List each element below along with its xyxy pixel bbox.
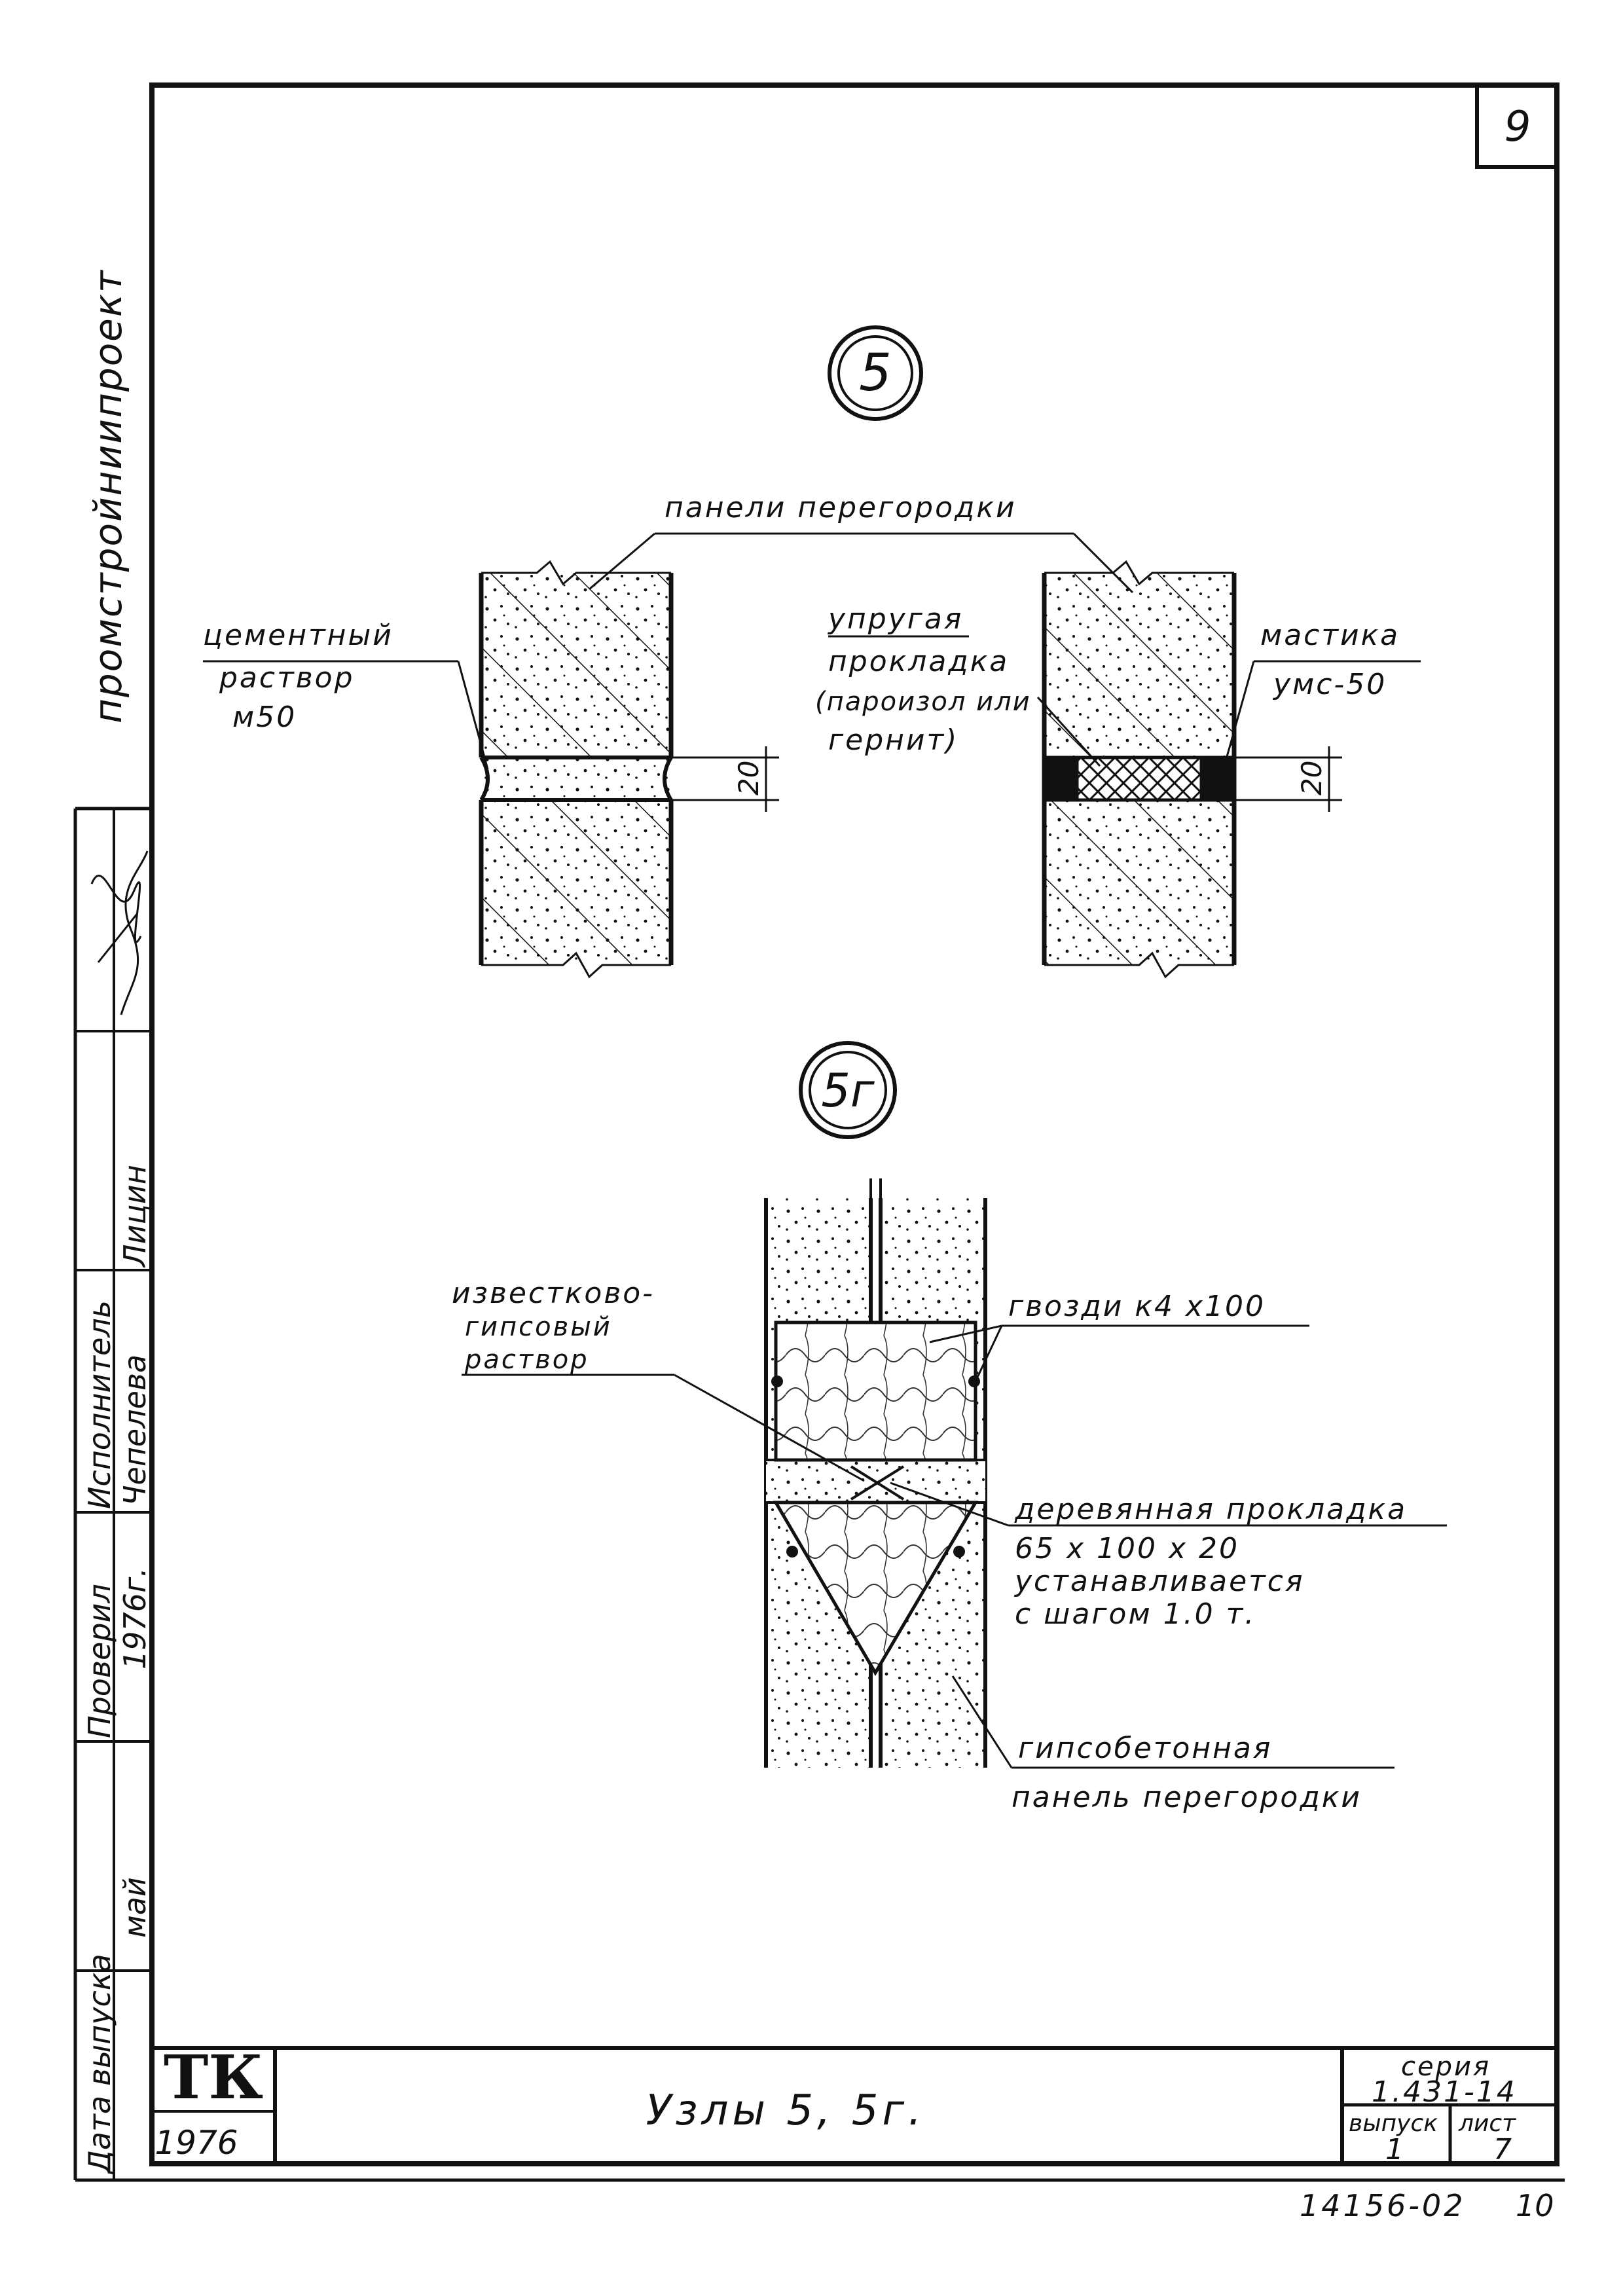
svg-text:с шагом 1.0 т.: с шагом 1.0 т.: [1015, 1597, 1256, 1631]
svg-text:раствор: раствор: [465, 1345, 589, 1375]
logo-year: 1976: [155, 2124, 238, 2162]
gypsum-panel-callout: [953, 1676, 1395, 1814]
svg-text:раствор: раствор: [219, 661, 355, 695]
sheet-value: 7: [1493, 2133, 1512, 2166]
checked-label: Проверил: [82, 1584, 117, 1738]
svg-text:гернит): гернит): [828, 723, 959, 757]
node-5g-marker: [801, 1043, 895, 1137]
node-5-marker: [830, 327, 921, 419]
mastic-callout: [1224, 619, 1421, 766]
svg-text:мастика: мастика: [1260, 619, 1400, 652]
year: 1976г.: [117, 1567, 153, 1669]
svg-text:умс-50: умс-50: [1273, 668, 1387, 701]
issue-value: 1: [1385, 2133, 1404, 2166]
svg-text:5: 5: [859, 344, 892, 403]
tk-logo: ТК: [163, 2042, 264, 2113]
sheet-label: лист: [1459, 2110, 1516, 2137]
svg-text:прокладка: прокладка: [828, 645, 1010, 678]
executor-label: Исполнитель: [82, 1300, 117, 1509]
drawing-title: Узлы 5, 5г.: [646, 2086, 926, 2135]
node-5-left-dimension: 20: [733, 760, 765, 795]
signature-executor: [92, 875, 141, 962]
cement-mortar-callout: [203, 619, 488, 769]
series-value: 1.431-14: [1372, 2075, 1517, 2109]
svg-text:устанавливается: устанавливается: [1015, 1565, 1305, 1598]
node-5-right-dimension: 20: [1296, 760, 1328, 795]
month: май: [117, 1877, 153, 1938]
node-5-left-joint: [481, 562, 779, 977]
release-date-label: Дата выпуска: [82, 1954, 117, 2174]
svg-text:известково-: известково-: [452, 1277, 655, 1310]
executor-name: Лицин: [117, 1165, 153, 1267]
svg-text:(пароизол или: (пароизол или: [815, 687, 1031, 717]
svg-text:панель перегородки: панель перегородки: [1012, 1781, 1362, 1814]
svg-text:гипсобетонная: гипсобетонная: [1018, 1732, 1273, 1765]
svg-text:упругая: упругая: [828, 602, 964, 636]
svg-text:деревянная прокладка: деревянная прокладка: [1015, 1493, 1408, 1526]
svg-text:цементный: цементный: [203, 619, 393, 652]
page-number-box: [1477, 85, 1557, 167]
panels-label: панели перегородки: [665, 491, 1017, 524]
svg-text:5г: 5г: [821, 1064, 875, 1118]
sheet-frame: [75, 85, 1565, 2180]
node-5g-joint: [766, 1178, 985, 1768]
svg-text:65 х 100 х 20: 65 х 100 х 20: [1015, 1532, 1239, 1565]
page-number: 9: [1504, 103, 1531, 151]
issue-label: выпуск: [1349, 2110, 1438, 2137]
organization-name: промстройниипроект: [86, 269, 130, 723]
archive-number: 14156-02: [1300, 2188, 1466, 2223]
svg-text:м50: м50: [232, 701, 297, 734]
svg-text:гвозди к4 х100: гвозди к4 х100: [1008, 1290, 1266, 1323]
series-label: серия: [1401, 2052, 1491, 2082]
archive-sheet: 10: [1516, 2188, 1554, 2223]
signature-strip: [75, 809, 153, 2180]
signature-checker: [121, 851, 147, 1015]
title-block: [152, 2042, 1557, 2223]
checked-name: Чепелева: [117, 1354, 153, 1506]
svg-text:гипсовый: гипсовый: [465, 1312, 612, 1342]
